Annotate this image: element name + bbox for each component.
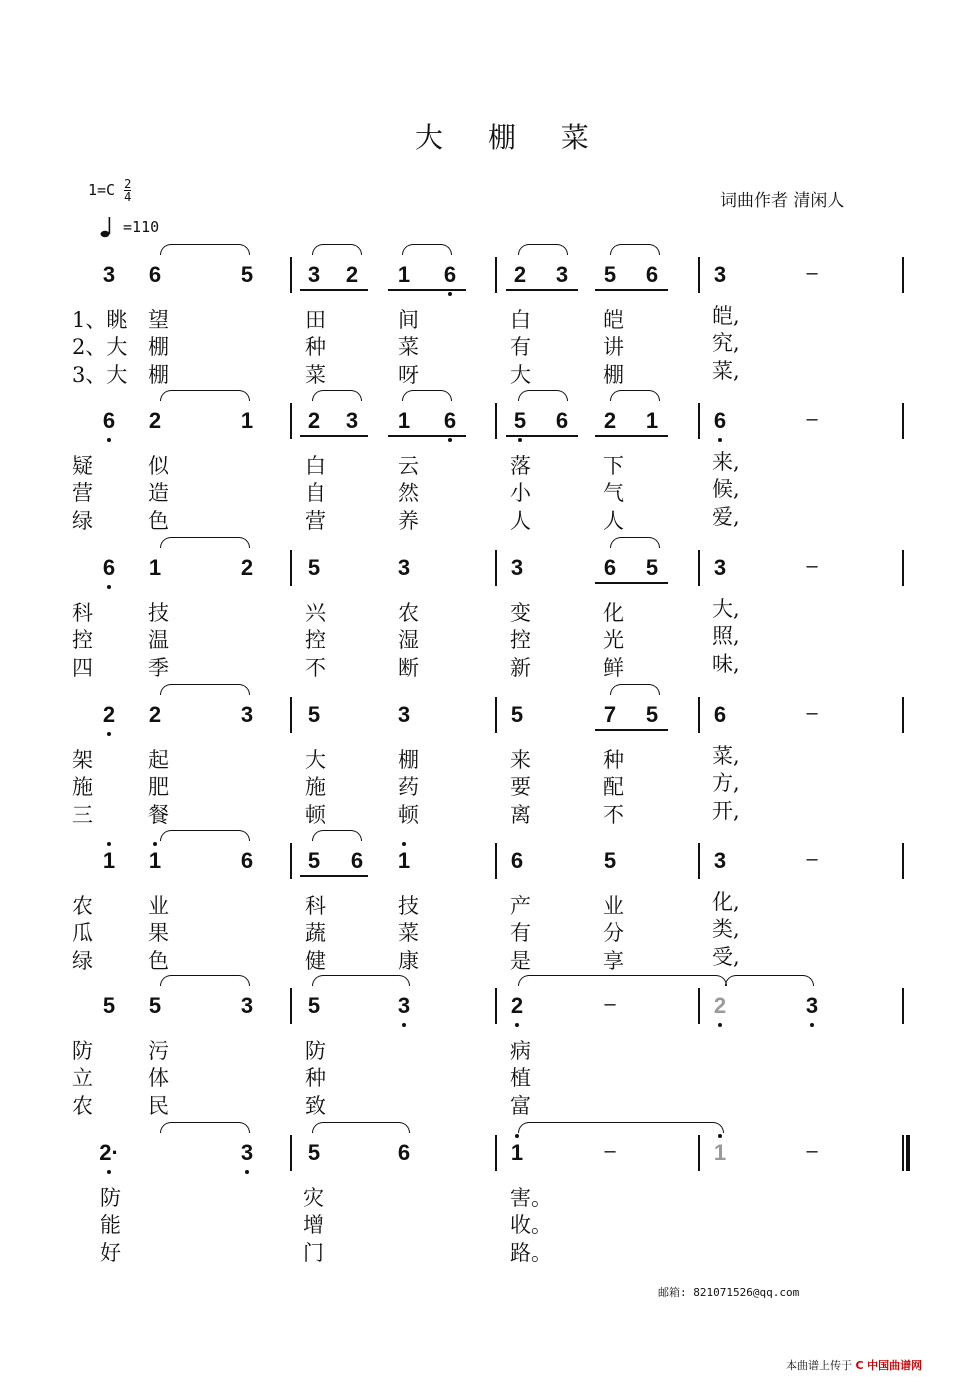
slur-arc (518, 975, 727, 986)
site-logo-text: 中国曲谱网 (867, 1359, 923, 1372)
beam-underline (595, 729, 668, 731)
lyric-syllable: 民 (148, 1094, 169, 1118)
note-digit: 2 (148, 408, 162, 433)
lyric-syllable: 瓜 (72, 921, 93, 945)
lyric-syllable: 湿 (398, 628, 419, 652)
lyric-syllable: 究, (712, 331, 740, 355)
lyric-syllable: 有 (510, 335, 531, 359)
lyric-syllable: 植 (510, 1066, 531, 1090)
note-digit: 6 (510, 848, 524, 873)
bar-line (495, 257, 497, 293)
lyric-syllable: 配 (603, 775, 624, 799)
note-digit: 3 (713, 262, 727, 287)
bar-line (902, 403, 904, 439)
octave-dot-below (107, 732, 111, 736)
beam-underline (388, 435, 466, 437)
note-digit: 2 (345, 262, 359, 287)
bar-line (495, 1135, 497, 1171)
bar-line (495, 697, 497, 733)
lyric-syllable: 不 (305, 656, 326, 680)
note-digit: 1 (102, 848, 116, 873)
octave-dot-above (153, 842, 157, 846)
lyric-syllable: 绿 (72, 509, 93, 533)
note-digit: 6 (102, 408, 116, 433)
lyric-syllable: 兴 (305, 601, 326, 625)
slur-arc (610, 244, 660, 255)
lyric-syllable: 棚 (148, 363, 169, 387)
beam-underline (300, 289, 368, 291)
bar-line (902, 697, 904, 733)
slur-arc (160, 390, 250, 401)
bar-line (290, 257, 292, 293)
lyric-syllable: 造 (148, 481, 169, 505)
octave-dot-above (718, 1134, 722, 1138)
bar-line (902, 988, 904, 1024)
lyric-syllable: 受, (712, 945, 740, 969)
slur-arc (610, 684, 660, 695)
lyric-syllable: 养 (398, 509, 419, 533)
lyric-syllable: 收。 (510, 1213, 552, 1237)
lyric-syllable: 然 (398, 481, 419, 505)
lyric-syllable: 路。 (510, 1241, 552, 1265)
lyric-syllable: 皑, (712, 304, 740, 328)
note-digit: 5 (240, 262, 254, 287)
slur-arc (312, 244, 362, 255)
octave-dot-below (518, 438, 522, 442)
beam-underline (506, 289, 578, 291)
lyric-syllable: 类, (712, 917, 740, 941)
note-digit: 5 (148, 993, 162, 1018)
note-digit: 6 (350, 848, 364, 873)
slur-arc (518, 244, 568, 255)
note-digit: 6 (603, 555, 617, 580)
bar-line (698, 988, 700, 1024)
note-digit: 6 (443, 262, 457, 287)
slur-arc (160, 830, 250, 841)
lyric-syllable: 顿 (305, 803, 326, 827)
note-digit: 3 (102, 262, 116, 287)
lyric-syllable: 灾 (303, 1186, 324, 1210)
slur-arc (518, 390, 568, 401)
lyric-syllable: 离 (510, 803, 531, 827)
tempo-value: =110 (123, 218, 160, 236)
lyric-syllable: 2、大 (72, 335, 128, 359)
sustain-dash: – (806, 702, 818, 724)
slur-arc (518, 1122, 724, 1133)
bar-line (495, 403, 497, 439)
lyric-syllable: 体 (148, 1066, 169, 1090)
lyric-syllable: 绿 (72, 949, 93, 973)
lyric-syllable: 享 (603, 949, 624, 973)
note-digit: 5 (307, 993, 321, 1018)
note-digit: 2 (240, 555, 254, 580)
lyric-syllable: 白 (510, 308, 531, 332)
lyric-syllable: 四 (72, 656, 93, 680)
note-digit: 2 (603, 408, 617, 433)
lyric-syllable: 科 (305, 894, 326, 918)
note-digit: 5 (307, 848, 321, 873)
lyric-syllable: 害。 (510, 1186, 552, 1210)
note-digit: 6 (102, 555, 116, 580)
lyric-syllable: 控 (305, 628, 326, 652)
note-digit: 5 (510, 702, 524, 727)
note-digit: 5 (645, 702, 659, 727)
lyric-syllable: 菜 (398, 921, 419, 945)
lyric-syllable: 三 (72, 803, 93, 827)
octave-dot-below (718, 438, 722, 442)
lyric-syllable: 业 (603, 894, 624, 918)
lyric-syllable: 门 (303, 1241, 324, 1265)
lyric-syllable: 候, (712, 477, 740, 501)
lyric-syllable: 来 (510, 748, 531, 772)
lyric-syllable: 棚 (603, 363, 624, 387)
lyric-syllable: 下 (603, 454, 624, 478)
bar-line (290, 988, 292, 1024)
note-digit: 1 (397, 262, 411, 287)
note-digit: 3 (397, 993, 411, 1018)
time-denominator: 4 (124, 190, 132, 204)
lyric-syllable: 富 (510, 1094, 531, 1118)
lyric-syllable: 技 (398, 894, 419, 918)
lyric-syllable: 棚 (398, 748, 419, 772)
note-digit: 2· (99, 1140, 119, 1165)
note-digit: 3 (713, 848, 727, 873)
slur-arc (160, 1122, 250, 1133)
key-signature (88, 178, 131, 203)
note-digit: 6 (645, 262, 659, 287)
octave-dot-below (402, 1023, 406, 1027)
lyric-syllable: 皑 (603, 308, 624, 332)
beam-underline (595, 435, 668, 437)
note-digit: 1 (397, 848, 411, 873)
time-numerator: 2 (124, 177, 132, 191)
note-digit: 6 (555, 408, 569, 433)
lyric-syllable: 药 (398, 775, 419, 799)
lyric-syllable: 要 (510, 775, 531, 799)
slur-arc (160, 244, 250, 255)
lyric-syllable: 起 (148, 748, 169, 772)
octave-dot-above (107, 842, 111, 846)
bar-line (698, 403, 700, 439)
lyric-syllable: 人 (603, 509, 624, 533)
note-digit: 1 (148, 848, 162, 873)
note-digit: 2 (513, 262, 527, 287)
lyric-syllable: 技 (148, 601, 169, 625)
note-digit: 1 (148, 555, 162, 580)
note-digit: 2 (510, 993, 524, 1018)
lyric-syllable: 种 (603, 748, 624, 772)
quarter-note-icon (100, 218, 123, 236)
lyric-syllable: 田 (305, 308, 326, 332)
octave-dot-below (245, 1170, 249, 1174)
octave-dot-below (107, 1170, 111, 1174)
lyric-syllable: 讲 (603, 335, 624, 359)
octave-dot-below (448, 292, 452, 296)
slur-arc (160, 684, 250, 695)
slur-arc (610, 537, 660, 548)
lyric-syllable: 控 (72, 628, 93, 652)
bar-line (495, 843, 497, 879)
sustain-dash: – (806, 848, 818, 870)
lyric-syllable: 来, (712, 450, 740, 474)
final-bar-line (906, 1135, 910, 1171)
lyric-syllable: 病 (510, 1039, 531, 1063)
lyric-syllable: 菜, (712, 359, 740, 383)
note-digit: 3 (713, 555, 727, 580)
lyric-syllable: 色 (148, 949, 169, 973)
bar-line (698, 697, 700, 733)
slur-arc (312, 1122, 410, 1133)
lyric-syllable: 人 (510, 509, 531, 533)
lyric-syllable: 营 (72, 481, 93, 505)
tempo-marking (100, 216, 159, 238)
lyric-syllable: 小 (510, 481, 531, 505)
note-digit: 5 (603, 262, 617, 287)
octave-dot-below (448, 438, 452, 442)
lyric-syllable: 开, (712, 799, 740, 823)
note-digit: 3 (397, 555, 411, 580)
lyric-syllable: 照, (712, 624, 740, 648)
lyric-syllable: 味, (712, 652, 740, 676)
lyric-syllable: 致 (305, 1094, 326, 1118)
lyric-syllable: 气 (603, 481, 624, 505)
lyric-syllable: 餐 (148, 803, 169, 827)
lyric-syllable: 1、眺 (72, 308, 128, 332)
lyric-syllable: 康 (398, 949, 419, 973)
lyric-syllable: 防 (100, 1186, 121, 1210)
lyric-syllable: 增 (303, 1213, 324, 1237)
sustain-dash: – (806, 408, 818, 430)
lyric-syllable: 大, (712, 597, 740, 621)
lyric-syllable: 疑 (72, 454, 93, 478)
lyric-syllable: 温 (148, 628, 169, 652)
note-digit: 3 (240, 702, 254, 727)
lyric-syllable: 农 (72, 1094, 93, 1118)
beam-underline (300, 435, 368, 437)
octave-dot-above (402, 842, 406, 846)
lyric-syllable: 农 (398, 601, 419, 625)
lyric-syllable: 间 (398, 308, 419, 332)
lyric-syllable: 爱, (712, 505, 740, 529)
note-digit: 1 (397, 408, 411, 433)
lyric-syllable: 方, (712, 771, 740, 795)
bar-line (698, 843, 700, 879)
bar-line (290, 1135, 292, 1171)
note-digit: 6 (148, 262, 162, 287)
lyric-syllable: 肥 (148, 775, 169, 799)
site-logo-icon: C (855, 1359, 864, 1372)
lyric-syllable: 产 (510, 894, 531, 918)
bar-line (290, 403, 292, 439)
lyric-syllable: 是 (510, 949, 531, 973)
lyric-syllable: 鲜 (603, 656, 624, 680)
footer-upload-label: 本曲谱上传于 (786, 1359, 852, 1372)
slur-arc (312, 390, 362, 401)
lyric-syllable: 防 (72, 1039, 93, 1063)
lyric-syllable: 营 (305, 509, 326, 533)
bar-line (290, 550, 292, 586)
note-digit: 3 (240, 993, 254, 1018)
lyric-syllable: 顿 (398, 803, 419, 827)
note-digit: 6 (397, 1140, 411, 1165)
note-digit: 3 (345, 408, 359, 433)
octave-dot-below (107, 585, 111, 589)
lyric-syllable: 架 (72, 748, 93, 772)
note-digit: 1 (645, 408, 659, 433)
octave-dot-below (810, 1023, 814, 1027)
note-digit: 5 (307, 702, 321, 727)
beam-underline (300, 875, 368, 877)
lyric-syllable: 望 (148, 308, 169, 332)
page-title: 大 棚 菜 (415, 121, 607, 154)
slur-arc (402, 244, 452, 255)
lyric-syllable: 分 (603, 921, 624, 945)
bar-line (698, 1135, 700, 1171)
sustain-dash: – (604, 993, 616, 1015)
lyric-syllable: 季 (148, 656, 169, 680)
octave-dot-above (515, 1134, 519, 1138)
bar-line (495, 550, 497, 586)
slur-arc (160, 537, 250, 548)
note-digit: 6 (713, 408, 727, 433)
lyric-syllable: 自 (305, 481, 326, 505)
note-digit: 5 (307, 1140, 321, 1165)
lyric-syllable: 菜 (398, 335, 419, 359)
sustain-dash: – (806, 555, 818, 577)
key-label: 1=C (88, 181, 116, 199)
slur-arc (160, 975, 250, 986)
lyric-syllable: 云 (398, 454, 419, 478)
beam-underline (388, 289, 466, 291)
author-credit: 词曲作者 清闲人 (720, 191, 845, 211)
note-digit: 5 (603, 848, 617, 873)
bar-line (902, 1135, 904, 1171)
lyric-syllable: 菜, (712, 744, 740, 768)
octave-dot-below (718, 1023, 722, 1027)
slur-arc (312, 975, 410, 986)
bar-line (290, 697, 292, 733)
lyric-syllable: 控 (510, 628, 531, 652)
note-digit: 5 (102, 993, 116, 1018)
lyric-syllable: 果 (148, 921, 169, 945)
note-digit: 7 (603, 702, 617, 727)
note-digit: 5 (645, 555, 659, 580)
note-digit: 5 (513, 408, 527, 433)
slur-arc (402, 390, 452, 401)
lyric-syllable: 有 (510, 921, 531, 945)
bar-line (290, 843, 292, 879)
beam-underline (595, 582, 668, 584)
lyric-syllable: 新 (510, 656, 531, 680)
note-digit: 1 (713, 1140, 727, 1165)
lyric-syllable: 化 (603, 601, 624, 625)
note-digit: 6 (240, 848, 254, 873)
lyric-syllable: 棚 (148, 335, 169, 359)
lyric-syllable: 业 (148, 894, 169, 918)
lyric-syllable: 光 (603, 628, 624, 652)
lyric-syllable: 呀 (398, 363, 419, 387)
lyric-syllable: 种 (305, 1066, 326, 1090)
note-digit: 6 (713, 702, 727, 727)
note-digit: 2 (102, 702, 116, 727)
octave-dot-below (515, 1023, 519, 1027)
note-digit: 1 (240, 408, 254, 433)
beam-underline (595, 289, 668, 291)
lyric-syllable: 化, (712, 890, 740, 914)
lyric-syllable: 种 (305, 335, 326, 359)
bar-line (902, 550, 904, 586)
lyric-syllable: 施 (72, 775, 93, 799)
lyric-syllable: 白 (305, 454, 326, 478)
bar-line (902, 843, 904, 879)
lyric-syllable: 不 (603, 803, 624, 827)
octave-dot-below (107, 438, 111, 442)
note-digit: 3 (805, 993, 819, 1018)
footer-upload-note (786, 1357, 922, 1373)
lyric-syllable: 大 (305, 748, 326, 772)
note-digit: 3 (555, 262, 569, 287)
time-signature (124, 178, 131, 203)
lyric-syllable: 污 (148, 1039, 169, 1063)
slur-arc (312, 830, 362, 841)
note-digit: 2 (713, 993, 727, 1018)
lyric-syllable: 菜 (305, 363, 326, 387)
bar-line (495, 988, 497, 1024)
note-digit: 5 (307, 555, 321, 580)
lyric-syllable: 色 (148, 509, 169, 533)
sustain-dash: – (604, 1140, 616, 1162)
lyric-syllable: 农 (72, 894, 93, 918)
note-digit: 1 (510, 1140, 524, 1165)
bar-line (698, 550, 700, 586)
lyric-syllable: 似 (148, 454, 169, 478)
lyric-syllable: 能 (100, 1213, 121, 1237)
lyric-syllable: 好 (100, 1241, 121, 1265)
lyric-syllable: 防 (305, 1039, 326, 1063)
slur-arc (610, 390, 660, 401)
note-digit: 3 (510, 555, 524, 580)
sustain-dash: – (806, 1140, 818, 1162)
slur-arc (725, 975, 814, 986)
lyric-syllable: 立 (72, 1066, 93, 1090)
note-digit: 2 (307, 408, 321, 433)
lyric-syllable: 施 (305, 775, 326, 799)
beam-underline (506, 435, 578, 437)
lyric-syllable: 科 (72, 601, 93, 625)
sustain-dash: – (806, 262, 818, 284)
lyric-syllable: 断 (398, 656, 419, 680)
bar-line (902, 257, 904, 293)
lyric-syllable: 蔬 (305, 921, 326, 945)
lyric-syllable: 健 (305, 949, 326, 973)
note-digit: 6 (443, 408, 457, 433)
bar-line (698, 257, 700, 293)
lyric-syllable: 落 (510, 454, 531, 478)
lyric-syllable: 大 (510, 363, 531, 387)
lyric-syllable: 3、大 (72, 363, 128, 387)
lyric-syllable: 变 (510, 601, 531, 625)
note-digit: 3 (240, 1140, 254, 1165)
note-digit: 3 (307, 262, 321, 287)
note-digit: 2 (148, 702, 162, 727)
note-digit: 3 (397, 702, 411, 727)
footer-email: 邮箱: 821071526@qq.com (658, 1286, 800, 1299)
